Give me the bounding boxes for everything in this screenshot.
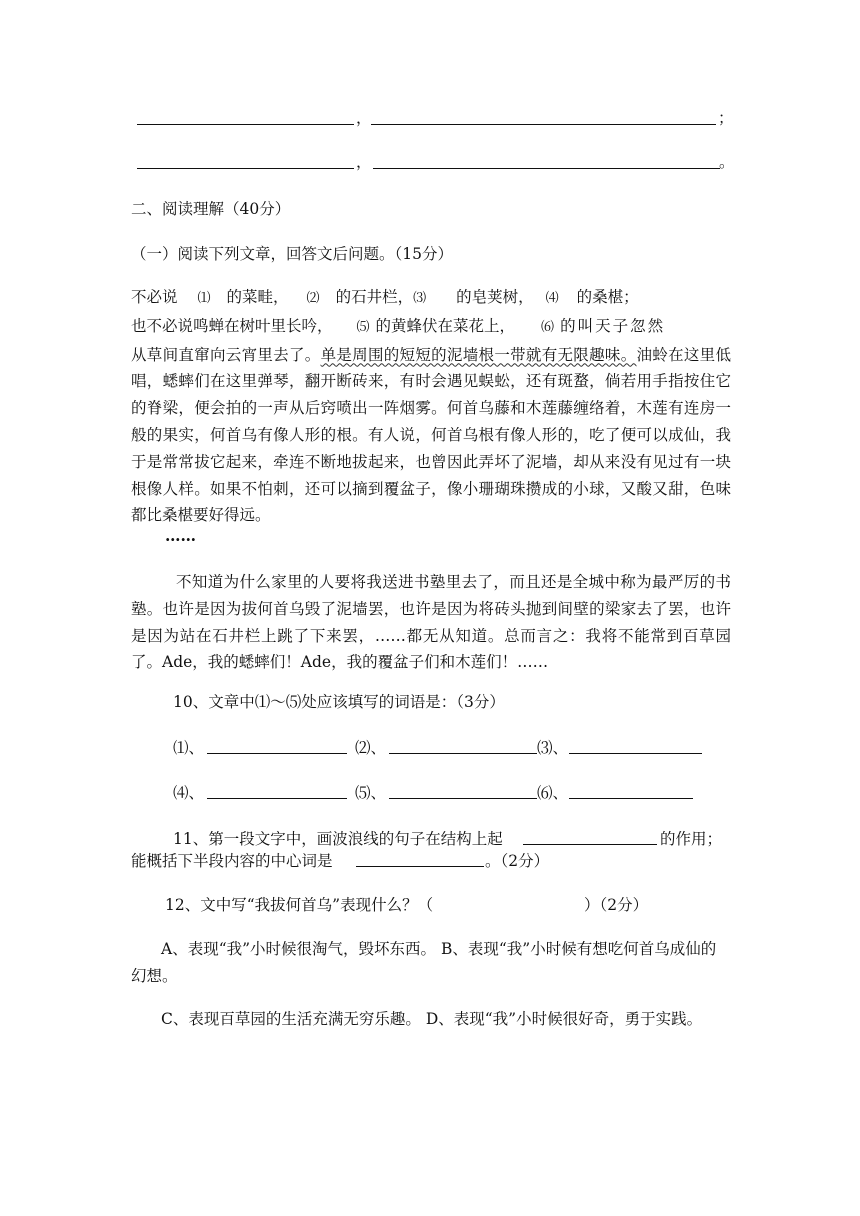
- blank-marker-1: ⑴: [197, 291, 211, 306]
- passage-text: 的菜畦，: [226, 288, 289, 306]
- question-11-text: 11、第一段文字中，画波浪线的句子在结构上起: [173, 830, 503, 848]
- question-11-text: 。（2分）: [485, 852, 550, 870]
- option-c[interactable]: C、表现百草园的生活充满无穷乐趣。: [161, 1010, 421, 1028]
- blank-marker-2: ⑵: [306, 291, 320, 306]
- passage-text: 的石井栏，: [335, 288, 414, 306]
- blank-marker-5: ⑸: [356, 319, 370, 335]
- question-11-text: 能概括下半段内容的中心词是: [131, 852, 333, 870]
- answer-paren-blank[interactable]: [470, 895, 582, 911]
- passage-text: 的叫天子忽然: [560, 316, 666, 335]
- part-title: （一）阅读下列文章，回答文后问题。（15分）: [131, 245, 453, 263]
- question-12-text: 12、文中写“我拔何首乌”表现什么？（: [165, 896, 434, 914]
- passage-text: 也不必说鸣蝉在树叶里长吟，: [131, 316, 333, 335]
- semicolon: ；: [718, 109, 734, 127]
- answer-label-4: ⑷、: [173, 784, 205, 802]
- answer-label-5: ⑸、: [355, 784, 387, 802]
- answer-label-3: ⑶、: [537, 739, 569, 757]
- answer-blank-keyword[interactable]: [356, 851, 484, 867]
- answer-blank[interactable]: [371, 110, 716, 125]
- answer-blank-5[interactable]: [389, 783, 537, 799]
- period: 。: [719, 153, 735, 171]
- passage-text: 油蛉在这里低唱，蟋蟀们在这里弹琴，翻开断砖来，有时会遇见蜈蚣，还有斑蝥，倘若用手指按住它的脊梁，便会拍的一声从后窍喷出一阵烟雾。何首乌藤和木莲藤缠络着，木莲有连房一般的果实，何首乌有像人形的根。有人说，何首乌根有像人形的，吃了便可以成仙，我于是常常拔它起来，牵连不断地拔起来，也曾因此弄坏了泥墙，却从来没有见过有一块根像人样。如果不怕刺，还可以摘到覆盆子，像小珊瑚珠攒成的小球，又酸又甜，色味都比桑椹要好得远。: [131, 345, 731, 525]
- blank-marker-4: ⑷: [545, 291, 559, 306]
- answer-label-2: ⑵、: [355, 739, 387, 757]
- passage-text: 不必说: [131, 288, 178, 306]
- answer-label-6: ⑹、: [537, 784, 569, 802]
- answer-label-1: ⑴、: [173, 739, 205, 757]
- answer-blank-4[interactable]: [207, 783, 347, 799]
- answer-blank[interactable]: [373, 154, 720, 169]
- passage-ellipsis: ……: [165, 526, 196, 545]
- wavy-underlined-sentence: 单是周围的短短的泥墙根一带就有无限趣味。: [320, 345, 637, 364]
- answer-blank-6[interactable]: [569, 783, 693, 799]
- option-d[interactable]: D、表现“我”小时候很好奇，勇于实践。: [425, 1010, 703, 1028]
- blank-marker-3: ⑶: [413, 291, 427, 306]
- answer-blank-2[interactable]: [389, 738, 537, 754]
- passage-text: 的桑椹；: [576, 288, 639, 306]
- passage-paragraph-1: [131, 284, 731, 529]
- passage-paragraph-2: 不知道为什么家里的人要将我送进书塾里去了，而且还是全城中称为最严厉的书塾。也许是因为拔何首乌毁了泥墙罢，也许是因为将砖头抛到间壁的梁家去了罢，也许是因为站在石井栏上跳了下来罢，……都无从知道。总而言之：我将不能常到百草园了。Ade，我的蟋蟀们！Ade，我的覆盆子们和木莲们！……: [131, 573, 731, 672]
- answer-blank-3[interactable]: [569, 738, 702, 754]
- answer-blank-structure[interactable]: [523, 829, 657, 845]
- blank-marker-6: ⑹: [541, 319, 555, 335]
- comma: ，: [356, 153, 372, 171]
- comma: ，: [356, 109, 372, 127]
- question-10: 10、文章中⑴～⑸处应该填写的词语是：（3分）: [173, 693, 505, 711]
- passage-text: 的黄蜂伏在菜花上，: [375, 316, 516, 335]
- question-11-text: 的作用；: [660, 830, 723, 848]
- passage-text: 从草间直窜向云宵里去了。: [131, 345, 321, 364]
- answer-blank[interactable]: [137, 154, 354, 169]
- option-b[interactable]: B、表现“我”小时候有想吃何首乌成仙的幻想。: [131, 940, 717, 985]
- section-title: 二、阅读理解（40分）: [131, 200, 291, 218]
- options-ab: [131, 936, 731, 990]
- question-12-text: ）（2分）: [584, 896, 649, 914]
- option-a[interactable]: A、表现“我”小时候很淘气，毁坏东西。: [161, 940, 437, 958]
- answer-blank[interactable]: [137, 110, 354, 125]
- options-cd: [131, 1006, 731, 1033]
- passage-text: 的皂荚树，: [456, 288, 534, 306]
- answer-blank-1[interactable]: [207, 738, 347, 754]
